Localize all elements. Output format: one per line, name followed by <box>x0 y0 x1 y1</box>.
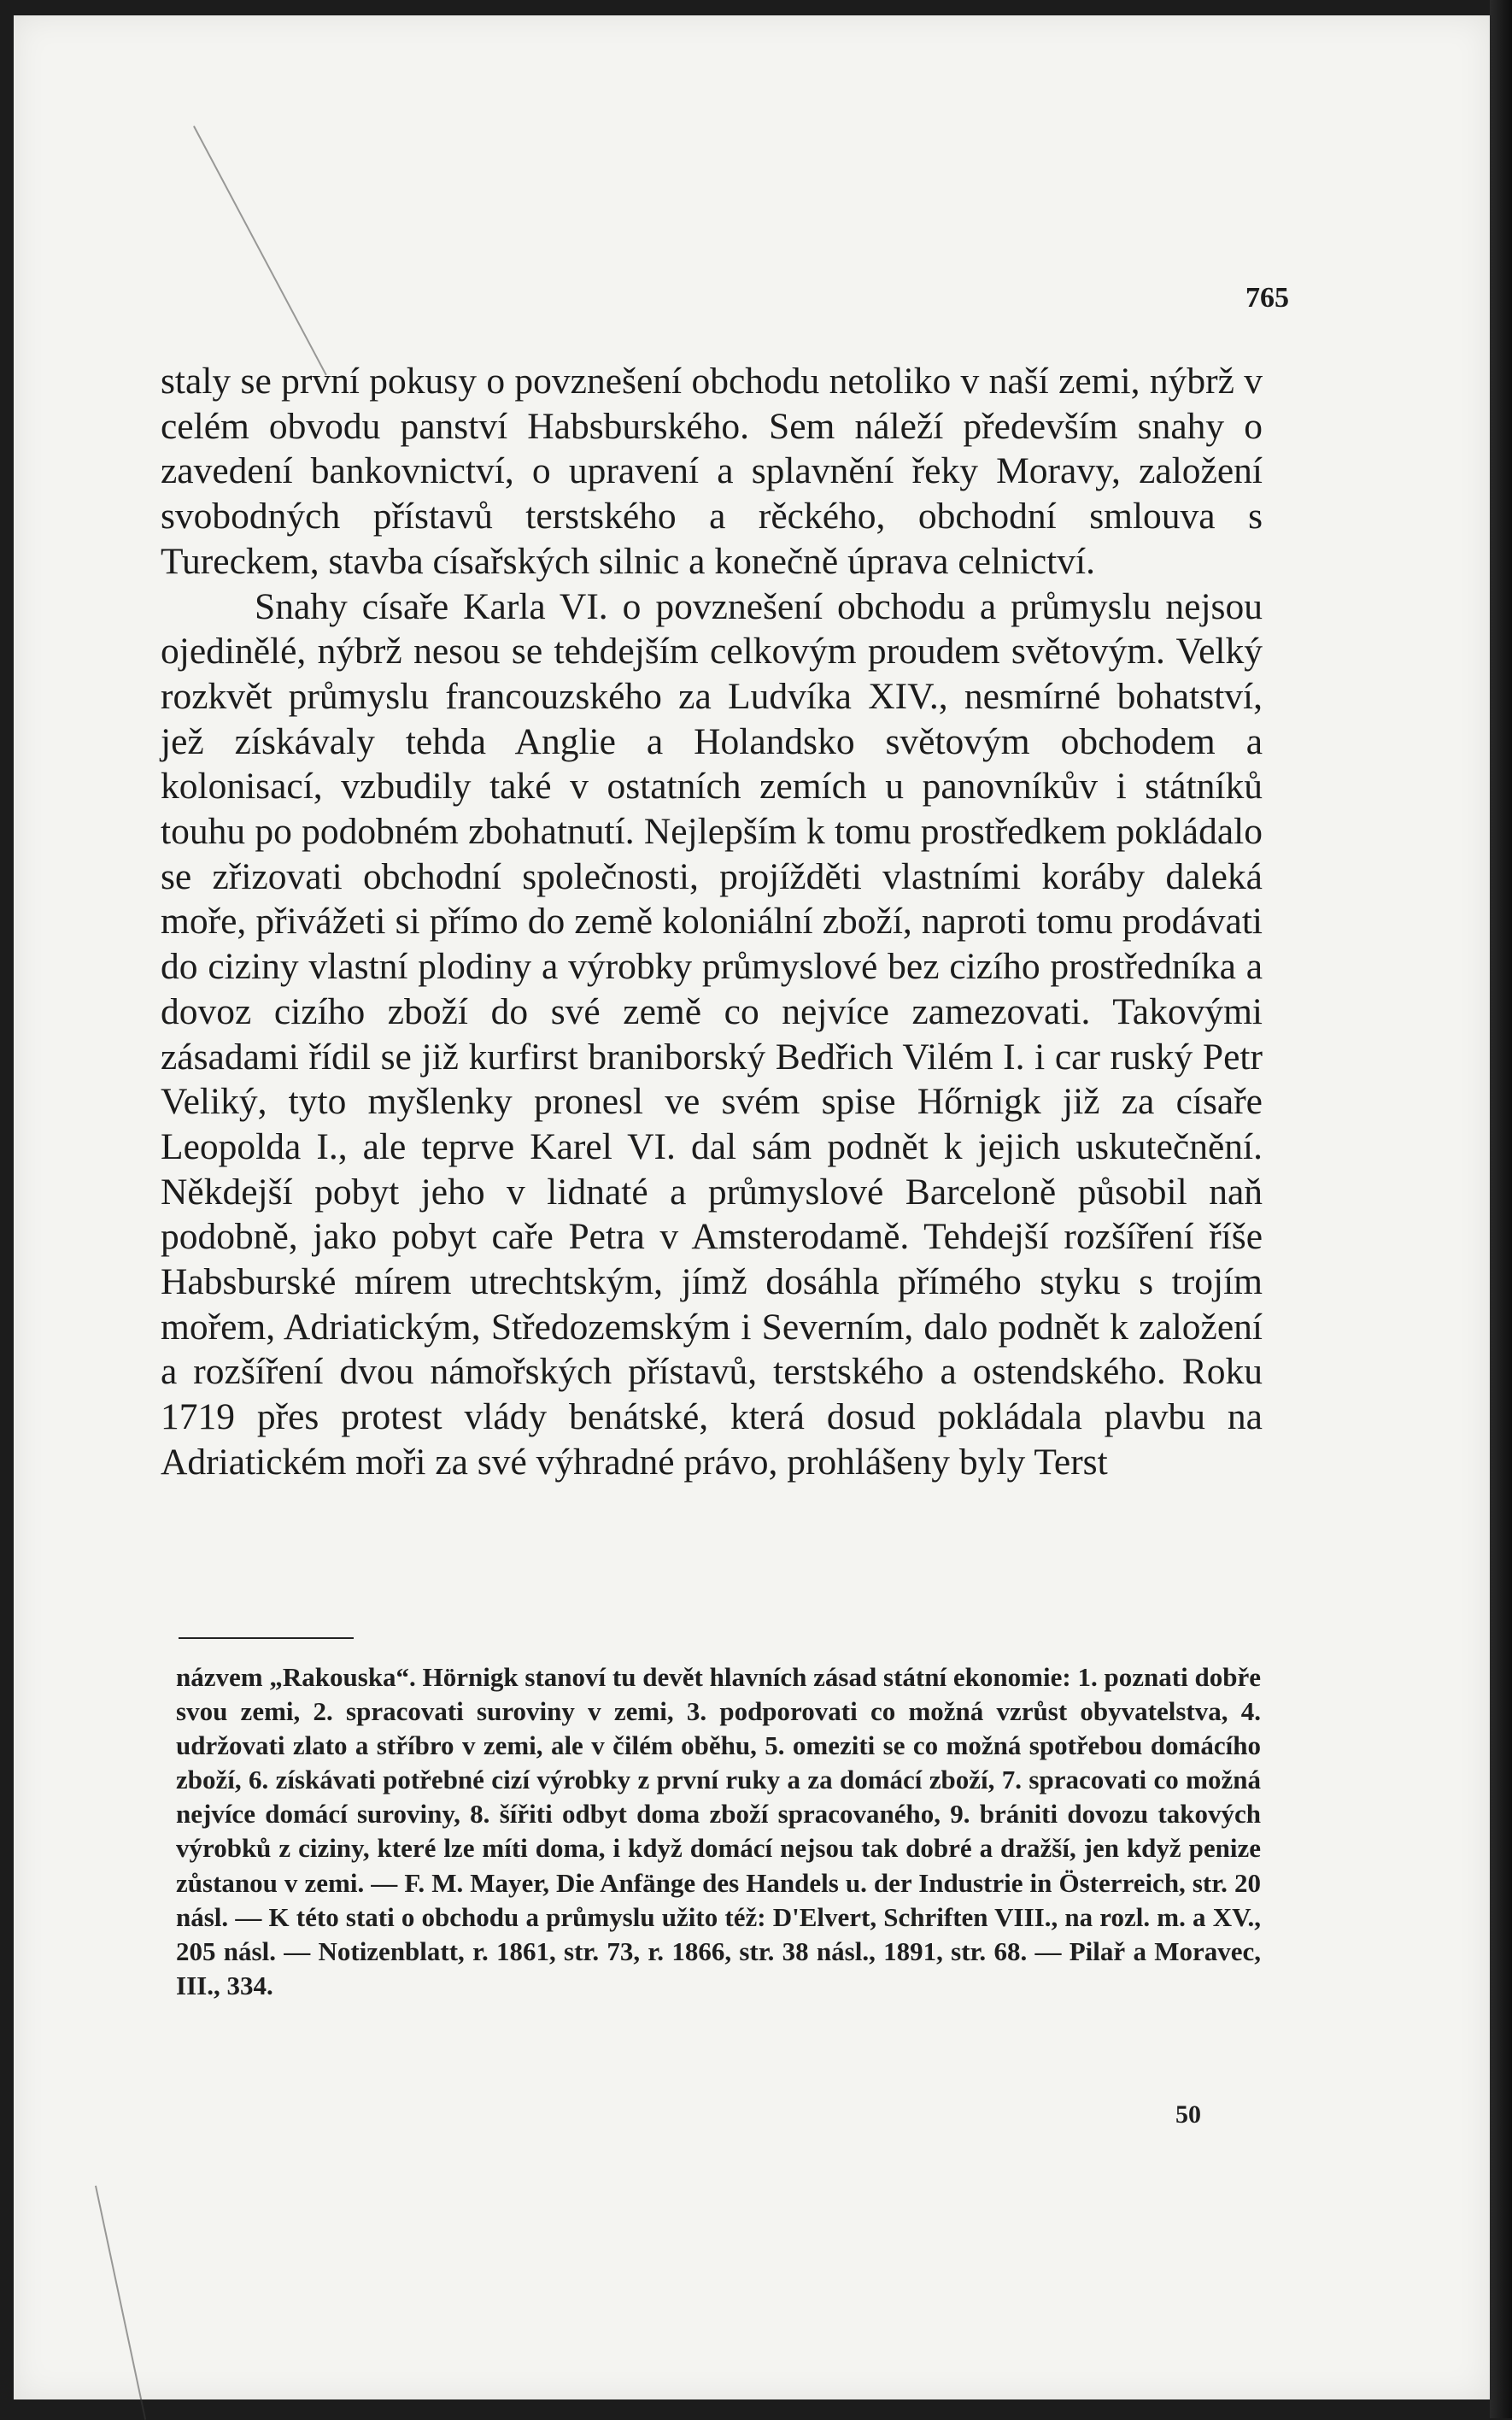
signature-mark: 50 <box>1175 2100 1201 2129</box>
page-number: 765 <box>1245 282 1289 314</box>
paragraph-1: staly se první pokusy o povznešení obchodu netoliko v naší zemi, nýbrž v celém obvodu panství Habsburského. Sem náleží především snahy o zavedení bankovnictví, o upravení a splavnění řeky Moravy, založení svobodných přístavů terstského a rěckého, obchodní smlouva s Tureckem, stavba císařských silnic a konečně úprava celnictví. <box>161 361 1263 582</box>
main-text <box>161 359 1263 1485</box>
scan-edge <box>1490 0 1512 2418</box>
footnote-text: názvem „Rakouska“. Hörnigk stanoví tu devět hlavních zásad státní ekonomie: 1. poznati dobře svou zemi, 2. spracovati suroviny v zemi, 3. podporovati co možná vzrůst obyvatelstva, 4. udržovati zlato a stříbro v zemi, ale v čilém oběhu, 5. omeziti se co možná spotřebou domácího zboží, 6. získávati potřebné cizí výrobky z první ruky a za domácí zboží, 7. spracovati co možná nejvíce domácí suroviny, 8. šířiti odbyt doma zboží spracovaného, 9. brániti dovozu takových výrobků z ciziny, které lze míti doma, i když domácí nejsou tak dobré a dražší, jen když penize zůstanou v zemi. — F. M. Mayer, Die Anfänge des Handels u. der Industrie in Österreich, str. 20 násl. — K této stati o obchodu a průmyslu užito též: D'Elvert, Schriften VIII., na rozl. m. a XV., 205 násl. — Notizenblatt, r. 1861, str. 73, r. 1866, str. 38 násl., 1891, str. 68. — Pilař a Moravec, III., 334. <box>176 1662 1261 2000</box>
paragraph-2: Snahy císaře Karla VI. o povznešení obchodu a průmyslu nejsou ojedinělé, nýbrž nesou se tehdejším celkovým proudem světovým. Velký rozkvět průmyslu francouzského za Ludvíka XIV., nesmírné bohatství, jež získávaly tehda Anglie a Holandsko světovým obchodem a kolonisací, vzbudily také v ostatních zemích u panovníkův i státníků touhu po podobném zbohatnutí. Nejlepším k tomu prostředkem pokládalo se zřizovati obchodní společnosti, projížděti vlastními koráby daleká moře, přivážeti si přímo do země koloniální zboží, naproti tomu prodávati do ciziny vlastní plodiny a výrobky průmyslové bez cizího prostředníka a dovoz cizího zboží do své země co nejvíce zamezovati. Takovými zásadami řídil se již kurfirst braniborský Bedřich Vilém I. i car ruský Petr Veliký, tyto myšlenky pronesl ve svém spise Hőrnigk již za císaře Leopolda I., ale teprve Karel VI. dal sám podnět k jejich uskutečnění. Někdejší pobyt jeho v lidnaté a průmyslové Barceloně působil naň podobně, jako pobyt caře Petra v Amsterodamě. Tehdejší rozšíření říše Habsburské mírem utrechtským, jímž dosáhla přímého styku s trojím mořem, Adriatickým, Středozemským i Severním, dalo podnět k založení a rozšíření dvou námořských přístavů, terstského a ostendského. Roku 1719 přes protest vlády benátské, která dosud pokládala plavbu na Adriatickém moři za své výhradné právo, prohlášeny byly Terst <box>161 585 1263 1483</box>
footnote <box>176 1660 1261 2003</box>
scan-scratch-top <box>193 126 327 375</box>
footnote-separator <box>179 1637 354 1639</box>
scanned-page <box>14 15 1490 2399</box>
scan-scratch-bottom <box>95 2186 146 2420</box>
